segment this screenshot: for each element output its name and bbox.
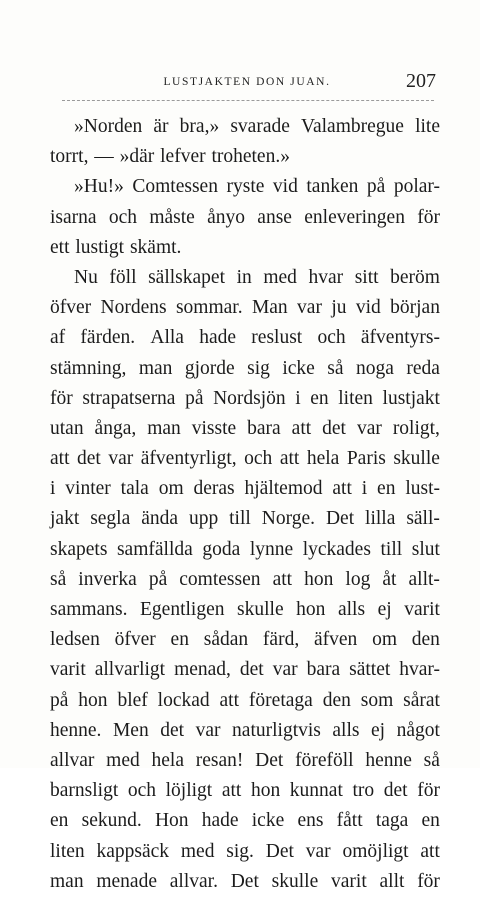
word: lynne (249, 538, 294, 560)
word: en (421, 810, 440, 832)
text-line (50, 142, 440, 172)
word: Det (255, 749, 284, 771)
word: att (291, 417, 312, 439)
text-line (50, 293, 440, 323)
word: Hon (154, 810, 189, 832)
word: gjorde (184, 357, 235, 379)
word: jakt (50, 508, 80, 530)
word: så (50, 568, 67, 590)
word: kappsäck (96, 840, 170, 862)
word: var (297, 297, 322, 319)
word: sårat (403, 689, 440, 711)
word: Egentligen (140, 599, 225, 620)
word: torrt, (50, 146, 89, 168)
text-line (50, 474, 440, 504)
word: allvar (50, 749, 95, 771)
word: inverka (78, 568, 137, 590)
word: på (366, 176, 386, 198)
text-line (50, 625, 440, 655)
word: hon (250, 780, 281, 802)
word: en (377, 478, 396, 500)
word: hvar- (399, 659, 440, 681)
word: med (180, 840, 215, 862)
word: Comtessen (132, 176, 218, 198)
word: att (420, 840, 440, 862)
text-line (50, 504, 440, 534)
word: ånga, (94, 417, 137, 439)
word: som (360, 689, 394, 711)
word: skulle (237, 599, 284, 620)
word: säll- (406, 508, 440, 530)
word: var (272, 659, 298, 681)
word: var (108, 448, 134, 470)
word: äfventyrs- (360, 327, 440, 349)
text-line (50, 444, 440, 474)
word: och (108, 206, 138, 228)
word: polar- (393, 176, 440, 198)
word: resan! (195, 749, 244, 771)
word: ej (371, 719, 386, 741)
word: utan (50, 417, 84, 439)
text-line (50, 837, 440, 867)
word: liten (50, 840, 85, 862)
word: Paris (346, 448, 386, 470)
word: sammans. (50, 599, 128, 620)
word: på (185, 387, 204, 409)
word: sitt (354, 266, 379, 288)
word: blef (117, 689, 148, 711)
word: och (317, 327, 346, 349)
word: henne. (50, 719, 102, 741)
word: färden. (80, 327, 136, 349)
text-line (50, 595, 440, 625)
text-line (50, 203, 440, 233)
word: segla (90, 508, 131, 530)
word: fått (336, 810, 363, 832)
word: allvar. (169, 870, 218, 892)
word: öfver (50, 297, 92, 319)
word: af (50, 327, 66, 349)
word: det (383, 780, 408, 802)
word: hon (296, 599, 326, 620)
word: att (221, 780, 242, 802)
word: på (50, 689, 69, 711)
word: Det (265, 840, 294, 862)
word: på (148, 568, 168, 590)
word: hvar (308, 266, 344, 288)
word: det (322, 417, 346, 439)
word: skapets (50, 538, 108, 560)
word: och (244, 448, 273, 470)
word: Alla (150, 327, 184, 349)
word: lilla (365, 508, 396, 530)
word: med (263, 266, 297, 288)
word: den (322, 689, 351, 711)
page-header (58, 70, 436, 96)
word: menade (96, 870, 157, 892)
word: för (417, 870, 440, 892)
word: in (236, 266, 252, 288)
word: allt- (408, 568, 440, 590)
word: skämt. (129, 236, 182, 258)
word: tro (352, 780, 375, 802)
word: upp (188, 508, 219, 530)
word: för (50, 387, 73, 409)
word: lustigt (75, 236, 125, 258)
word: lockad (157, 689, 210, 711)
word: troheten.» (211, 146, 290, 168)
word: sättet (349, 659, 391, 681)
word: bara (306, 659, 341, 681)
word: Man (251, 297, 288, 319)
text-line (50, 776, 440, 806)
word: företaga (248, 689, 313, 711)
word: början (390, 297, 440, 319)
word: skulle (393, 448, 440, 470)
word: strapatserna (82, 387, 176, 409)
word: goda (202, 538, 241, 560)
word: man (138, 357, 173, 379)
word: det (77, 448, 101, 470)
word: att (332, 478, 352, 500)
word: ledsen (50, 629, 100, 651)
word: skulle (271, 870, 319, 892)
word: för (417, 780, 440, 802)
text-line (50, 716, 440, 746)
word: en (50, 810, 69, 832)
word: var (305, 840, 331, 862)
word: den (411, 629, 440, 651)
word: noga (356, 357, 394, 379)
word: reslust (251, 327, 303, 349)
word: Det (325, 508, 355, 530)
word: svarade (230, 116, 290, 137)
word: ens (297, 810, 324, 832)
word: färd, (262, 629, 300, 651)
word: man (50, 870, 84, 892)
word: kunnat (289, 780, 343, 802)
word: en (170, 629, 189, 651)
word: naturligtvis (232, 719, 321, 741)
word: att (272, 568, 293, 590)
word: det (160, 719, 185, 741)
word: roligt, (392, 417, 440, 439)
page-number: 207 (406, 70, 436, 92)
text-line (50, 565, 440, 595)
word: så (423, 749, 440, 771)
word: om (372, 629, 397, 651)
word: lite (415, 116, 440, 137)
text-line (50, 233, 440, 263)
word: att (219, 689, 240, 711)
word: icke (282, 357, 315, 379)
text-line (50, 323, 440, 353)
word: alls (332, 719, 360, 741)
word: Men (112, 719, 149, 741)
word: Nu (74, 266, 98, 288)
word: icke (251, 810, 285, 832)
word: barnsligt (50, 780, 119, 802)
word: ett (50, 236, 70, 258)
word: allt (379, 870, 405, 892)
word: hela (151, 749, 184, 771)
word: varit (404, 599, 440, 620)
text-line (50, 384, 440, 414)
word: Valambregue (301, 116, 404, 137)
word: sommar. (175, 297, 243, 319)
word: vid (355, 297, 381, 319)
word: var (356, 417, 382, 439)
word: tanken (306, 176, 359, 198)
word: varit (50, 659, 86, 681)
header-rule (62, 100, 434, 101)
word: varit (331, 870, 367, 892)
word: föll (109, 266, 137, 288)
word: lust- (405, 478, 440, 500)
word: comtessen (179, 568, 261, 590)
word: samfällda (116, 538, 193, 560)
word: Nordsjön (213, 387, 286, 409)
text-line (50, 867, 440, 897)
word: sådan (203, 629, 249, 651)
word: lefver (160, 146, 206, 168)
word: liten (338, 387, 373, 409)
word: till (380, 538, 403, 560)
word: äfven (313, 629, 358, 651)
word: enleveringen (304, 206, 405, 228)
word: hade (199, 327, 237, 349)
word: måste (149, 206, 195, 228)
word: slut (411, 538, 440, 560)
word: i (295, 387, 301, 409)
word: hon (304, 568, 334, 590)
word: log (345, 568, 371, 590)
word: hela (306, 448, 340, 470)
word: något (396, 719, 440, 741)
word: Norge. (261, 508, 316, 530)
word: i (50, 478, 56, 500)
word: och (127, 780, 157, 802)
running-title: LUSTJAKTEN DON JUAN. (163, 76, 331, 88)
word: vinter (65, 478, 111, 500)
word: hon (78, 689, 108, 711)
body-text (50, 112, 440, 897)
word: ånyo (207, 206, 245, 228)
word: reda (406, 357, 440, 379)
word: beröm (390, 266, 440, 288)
word: vid (272, 176, 298, 198)
word: är (153, 116, 169, 137)
word: var (195, 719, 221, 741)
word: stämning, (50, 357, 127, 379)
text-line (50, 112, 440, 142)
word: sällskapet (148, 266, 225, 288)
word: löjligt (165, 780, 213, 802)
word: åt (382, 568, 397, 590)
text-line (50, 535, 440, 565)
word: deras (193, 478, 235, 500)
text-line (50, 746, 440, 776)
text-line (50, 686, 440, 716)
text-line (50, 172, 440, 202)
word: menad, (174, 659, 231, 681)
word: äfventyrligt, (140, 448, 237, 470)
word: Nordens (100, 297, 167, 319)
word: föreföll (295, 749, 354, 771)
word: i (361, 478, 368, 500)
word: isarna (50, 206, 97, 228)
word: lyckades (302, 538, 371, 560)
word: allvarligt (94, 659, 166, 681)
word: sekund. (81, 810, 142, 832)
word: taga (375, 810, 409, 832)
word: »Norden (74, 116, 143, 137)
word: lustjakt (382, 387, 440, 409)
text-line (50, 655, 440, 685)
word: ju (331, 297, 347, 319)
word: hade (201, 810, 239, 832)
word: det (239, 659, 264, 681)
word: ej (377, 599, 392, 620)
word: bara (247, 417, 281, 439)
word: sig. (226, 840, 254, 862)
word: anse (257, 206, 292, 228)
word: öfver (114, 629, 156, 651)
word: till (229, 508, 251, 530)
word: man (147, 417, 181, 439)
word: ända (141, 508, 179, 530)
word: hjältemod (244, 478, 323, 500)
text-line (50, 263, 440, 293)
word: för (417, 206, 440, 228)
word: »Hu!» (74, 176, 124, 198)
word: visste (191, 417, 237, 439)
word: alls (337, 599, 366, 620)
text-line (50, 414, 440, 444)
word: att (279, 448, 300, 470)
word: »där (119, 146, 155, 168)
text-line (50, 354, 440, 384)
word: en (310, 387, 329, 409)
word: om (158, 478, 184, 500)
word: att (50, 448, 70, 470)
word: ryste (226, 176, 265, 198)
word: sig (247, 357, 270, 379)
word: tala (120, 478, 149, 500)
word: henne (365, 749, 412, 771)
word: Det (230, 870, 259, 892)
text-line (50, 806, 440, 836)
word: bra,» (179, 116, 220, 137)
word: omöjligt (342, 840, 409, 862)
word: med (106, 749, 140, 771)
word: — (94, 146, 114, 168)
word: så (327, 357, 344, 379)
